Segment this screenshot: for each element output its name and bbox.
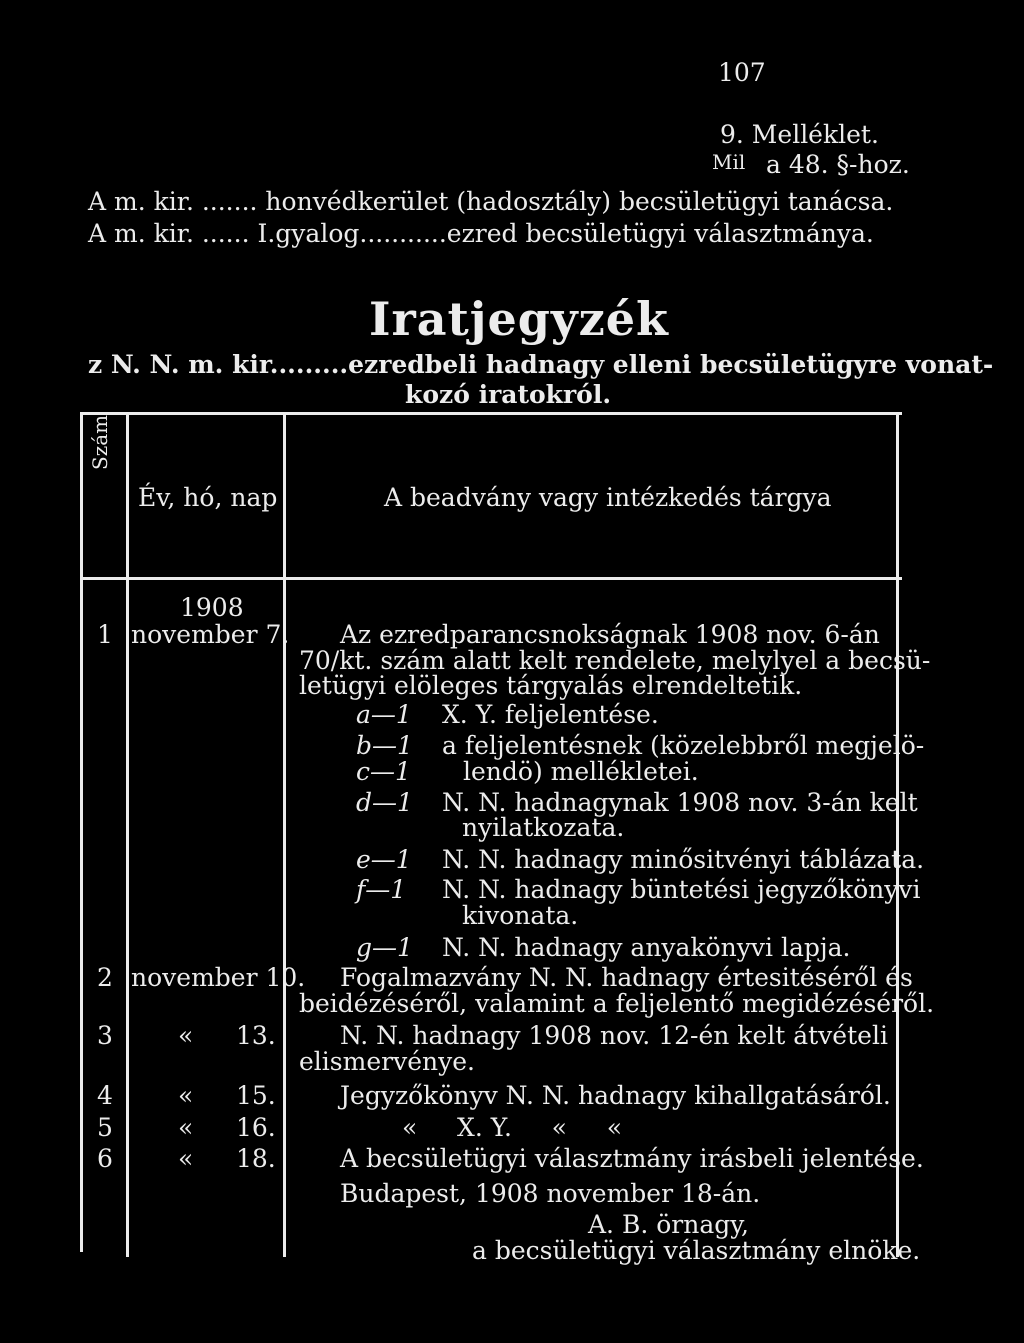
- row-date: november 7.: [131, 620, 290, 649]
- row-number: 3: [97, 1021, 113, 1050]
- row-subject-line: Jegyzőkönyv N. N. hadnagy kihallgatásáról.: [340, 1081, 891, 1110]
- attachment-text: kivonata.: [462, 901, 579, 930]
- row-subject-line: A becsületügyi választmány irásbeli jelentése.: [340, 1144, 924, 1173]
- attachment-label: 9. Melléklet.: [720, 120, 879, 149]
- row-subject-line: beidézéséről, valamint a feljelentő megidézéséről.: [299, 989, 935, 1018]
- subtitle-line-1: z N. N. m. kir.........ezredbeli hadnagy elleni becsületügyre vonat-: [88, 350, 994, 379]
- attachment-mark: e—1: [356, 845, 412, 874]
- attachment-text: X. Y. feljelentése.: [442, 700, 659, 729]
- row-subject-line: N. N. hadnagy 1908 nov. 12-én kelt átvételi: [340, 1021, 888, 1050]
- table-right-border: [896, 412, 899, 1257]
- attachment-mark: g—1: [356, 933, 413, 962]
- document-title: Iratjegyzék: [369, 292, 669, 346]
- attachment-mark: d—1: [356, 788, 413, 817]
- row-number: 5: [97, 1113, 113, 1142]
- row-subject-line: Fogalmazvány N. N. hadnagy értesitéséről és: [340, 963, 913, 992]
- attachment-mark: c—1: [356, 757, 411, 786]
- attachment-section: a 48. §-hoz.: [766, 150, 910, 179]
- column-divider-2: [283, 412, 286, 1257]
- attachment-text: N. N. hadnagy minősitvényi táblázata.: [442, 845, 925, 874]
- attachment-mark: f—1: [356, 875, 407, 904]
- row-date: november 10.: [131, 963, 306, 992]
- row-subject-line: Az ezredparancsnokságnak 1908 nov. 6-án: [340, 620, 880, 649]
- attachment-mark: a—1: [356, 700, 412, 729]
- row-date-ditto: «: [178, 1113, 194, 1142]
- attachment-text: N. N. hadnagynak 1908 nov. 3-án kelt: [442, 788, 918, 817]
- row-date-day: 15.: [236, 1081, 276, 1110]
- header-number: Szám: [88, 414, 112, 470]
- attachment-text: lendö) mellékletei.: [463, 757, 699, 786]
- attachment-text: N. N. hadnagy büntetési jegyzőkönyvi: [442, 875, 921, 904]
- attachment-text: nyilatkozata.: [462, 813, 625, 842]
- signer-title: a becsületügyi választmány elnöke.: [472, 1236, 921, 1265]
- row-date-year: 1908: [180, 593, 244, 622]
- header-line-council: A m. kir. ....... honvédkerület (hadosztály) becsületügyi tanácsa.: [88, 187, 894, 216]
- column-divider-1: [126, 412, 129, 1257]
- page-number: 107: [718, 58, 766, 87]
- header-line-committee: A m. kir. ...... I.gyalog...........ezred becsületügyi választmánya.: [88, 219, 874, 248]
- row-number: 2: [97, 963, 113, 992]
- signer-name: A. B. örnagy,: [588, 1210, 749, 1239]
- row-subject-line: « X. Y. « «: [402, 1113, 623, 1142]
- row-number: 6: [97, 1144, 113, 1173]
- header-date: Év, hó, nap: [138, 483, 278, 512]
- row-number: 4: [97, 1081, 113, 1110]
- row-date-ditto: «: [178, 1021, 194, 1050]
- closing-place-date: Budapest, 1908 november 18-án.: [340, 1179, 761, 1208]
- attachment-text: a feljelentésnek (közelebbről megjelö-: [442, 731, 925, 760]
- row-date-ditto: «: [178, 1081, 194, 1110]
- row-subject-line: letügyi elöleges tárgyalás elrendeltetik.: [299, 671, 803, 700]
- attachment-mark: b—1: [356, 731, 413, 760]
- table-left-border: [80, 412, 83, 1252]
- table-header-rule: [80, 577, 902, 580]
- subtitle-line-2: kozó iratokról.: [405, 380, 612, 409]
- row-date-ditto: «: [178, 1144, 194, 1173]
- row-number: 1: [97, 620, 113, 649]
- header-subject: A beadvány vagy intézkedés tárgya: [384, 483, 832, 512]
- table-top-rule: [80, 412, 902, 415]
- row-date-day: 18.: [236, 1144, 276, 1173]
- row-date-day: 13.: [236, 1021, 276, 1050]
- attachment-prefix: Mil: [712, 150, 746, 174]
- attachment-text: N. N. hadnagy anyakönyvi lapja.: [442, 933, 851, 962]
- row-date-day: 16.: [236, 1113, 276, 1142]
- row-subject-line: 70/kt. szám alatt kelt rendelete, melylyel a becsü-: [299, 646, 931, 675]
- row-subject-line: elismervénye.: [299, 1047, 475, 1076]
